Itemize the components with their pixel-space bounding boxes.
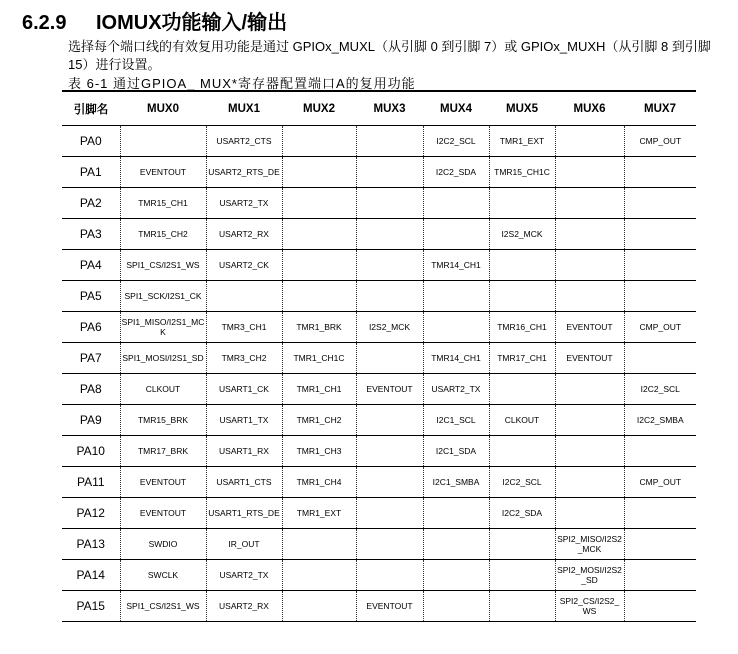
mux4-cell: [423, 591, 489, 622]
mux6-cell: [555, 250, 624, 281]
mux7-cell: [624, 219, 696, 250]
mux6-cell: SPI2_MOSI/I2S2_SD: [555, 560, 624, 591]
mux0-cell: SWCLK: [120, 560, 206, 591]
mux4-cell: I2C1_SMBA: [423, 467, 489, 498]
pin-name-cell: PA4: [62, 250, 120, 281]
mux4-cell: I2C2_SDA: [423, 157, 489, 188]
mux3-cell: [356, 188, 423, 219]
mux3-cell: [356, 467, 423, 498]
mux2-cell: [282, 250, 356, 281]
mux1-cell: TMR3_CH1: [206, 312, 282, 343]
mux7-cell: [624, 436, 696, 467]
mux2-cell: TMR1_CH1: [282, 374, 356, 405]
mux7-cell: I2C2_SMBA: [624, 405, 696, 436]
mux3-cell: [356, 219, 423, 250]
mux0-cell: SPI1_MISO/I2S1_MCK: [120, 312, 206, 343]
mux6-cell: [555, 157, 624, 188]
mux3-cell: [356, 126, 423, 157]
mux5-cell: [489, 591, 555, 622]
mux7-cell: [624, 498, 696, 529]
mux7-cell: [624, 529, 696, 560]
mux4-cell: TMR14_CH1: [423, 343, 489, 374]
mux2-cell: [282, 591, 356, 622]
mux4-cell: [423, 498, 489, 529]
table-row: [62, 343, 696, 374]
mux7-cell: [624, 343, 696, 374]
mux4-cell: TMR14_CH1: [423, 250, 489, 281]
mux3-cell: EVENTOUT: [356, 374, 423, 405]
table-row: [62, 312, 696, 343]
mux5-cell: TMR15_CH1C: [489, 157, 555, 188]
header-mux0: MUX0: [120, 91, 206, 126]
mux6-cell: EVENTOUT: [555, 312, 624, 343]
mux2-cell: TMR1_CH4: [282, 467, 356, 498]
header-mux3: MUX3: [356, 91, 423, 126]
mux7-cell: I2C2_SCL: [624, 374, 696, 405]
mux6-cell: [555, 436, 624, 467]
mux6-cell: EVENTOUT: [555, 343, 624, 374]
mux0-cell: TMR15_CH1: [120, 188, 206, 219]
mux6-cell: [555, 374, 624, 405]
pin-name-cell: PA10: [62, 436, 120, 467]
mux3-cell: [356, 343, 423, 374]
header-mux4: MUX4: [423, 91, 489, 126]
table-row: [62, 188, 696, 219]
mux6-cell: [555, 281, 624, 312]
mux1-cell: USART2_TX: [206, 560, 282, 591]
mux5-cell: TMR1_EXT: [489, 126, 555, 157]
mux1-cell: USART2_CTS: [206, 126, 282, 157]
mux2-cell: [282, 560, 356, 591]
mux5-cell: I2C2_SDA: [489, 498, 555, 529]
pin-name-cell: PA12: [62, 498, 120, 529]
mux3-cell: EVENTOUT: [356, 591, 423, 622]
mux7-cell: CMP_OUT: [624, 312, 696, 343]
mux1-cell: USART2_TX: [206, 188, 282, 219]
section-number: 6.2.9: [22, 12, 67, 34]
mux2-cell: TMR1_BRK: [282, 312, 356, 343]
mux0-cell: TMR15_CH2: [120, 219, 206, 250]
mux3-cell: [356, 498, 423, 529]
table-caption: 表 6-1 通过GPIOA_ MUX*寄存器配置端口A的复用功能: [68, 76, 416, 91]
mux1-cell: USART1_CTS: [206, 467, 282, 498]
header-mux5: MUX5: [489, 91, 555, 126]
mux6-cell: SPI2_MISO/I2S2_MCK: [555, 529, 624, 560]
mux7-cell: [624, 591, 696, 622]
mux3-cell: [356, 529, 423, 560]
mux2-cell: TMR1_CH3: [282, 436, 356, 467]
mux0-cell: SPI1_MOSI/I2S1_SD: [120, 343, 206, 374]
mux3-cell: [356, 405, 423, 436]
table-row: [62, 560, 696, 591]
header-pin-name: 引脚名: [62, 91, 120, 126]
mux0-cell: [120, 126, 206, 157]
mux0-cell: TMR15_BRK: [120, 405, 206, 436]
mux4-cell: I2C1_SDA: [423, 436, 489, 467]
mux1-cell: USART1_CK: [206, 374, 282, 405]
mux4-cell: I2C1_SCL: [423, 405, 489, 436]
pin-name-cell: PA8: [62, 374, 120, 405]
pin-name-cell: PA0: [62, 126, 120, 157]
mux6-cell: [555, 126, 624, 157]
table-header-row: [62, 91, 696, 126]
mux2-cell: [282, 157, 356, 188]
table-row: [62, 436, 696, 467]
mux3-cell: [356, 281, 423, 312]
header-mux1: MUX1: [206, 91, 282, 126]
mux7-cell: [624, 250, 696, 281]
mux2-cell: TMR1_EXT: [282, 498, 356, 529]
mux4-cell: [423, 560, 489, 591]
mux7-cell: [624, 157, 696, 188]
mux4-cell: [423, 529, 489, 560]
pin-name-cell: PA3: [62, 219, 120, 250]
mux5-cell: [489, 374, 555, 405]
mux3-cell: [356, 157, 423, 188]
mux3-cell: [356, 250, 423, 281]
mux1-cell: USART2_RX: [206, 591, 282, 622]
mux0-cell: EVENTOUT: [120, 157, 206, 188]
table-row: [62, 219, 696, 250]
pin-name-cell: PA9: [62, 405, 120, 436]
mux6-cell: [555, 188, 624, 219]
pin-name-cell: PA5: [62, 281, 120, 312]
mux2-cell: TMR1_CH1C: [282, 343, 356, 374]
table-row: [62, 281, 696, 312]
mux3-cell: [356, 436, 423, 467]
mux1-cell: USART2_CK: [206, 250, 282, 281]
mux0-cell: SPI1_CS/I2S1_WS: [120, 250, 206, 281]
mux1-cell: USART2_RX: [206, 219, 282, 250]
section-title: IOMUX功能输入/输出: [96, 12, 288, 34]
mux1-cell: [206, 281, 282, 312]
mux4-cell: I2C2_SCL: [423, 126, 489, 157]
mux6-cell: SPI2_CS/I2S2_WS: [555, 591, 624, 622]
header-mux7: MUX7: [624, 91, 696, 126]
mux5-cell: [489, 529, 555, 560]
mux6-cell: [555, 467, 624, 498]
mux3-cell: [356, 560, 423, 591]
mux1-cell: USART1_RTS_DE: [206, 498, 282, 529]
mux2-cell: [282, 281, 356, 312]
mux5-cell: [489, 281, 555, 312]
pin-name-cell: PA7: [62, 343, 120, 374]
table-row: [62, 126, 696, 157]
table-row: [62, 157, 696, 188]
mux5-cell: [489, 250, 555, 281]
mux0-cell: SPI1_SCK/I2S1_CK: [120, 281, 206, 312]
mux5-cell: [489, 436, 555, 467]
pin-name-cell: PA13: [62, 529, 120, 560]
mux0-cell: EVENTOUT: [120, 498, 206, 529]
section-paragraph: 选择每个端口线的有效复用功能是通过 GPIOx_MUXL（从引脚 0 到引脚 7）或 GPIOx_MUXH（从引脚 8 到引脚 15）进行设置。: [68, 39, 711, 72]
table-row: [62, 529, 696, 560]
mux2-cell: [282, 126, 356, 157]
pin-name-cell: PA15: [62, 591, 120, 622]
pin-name-cell: PA14: [62, 560, 120, 591]
mux5-cell: I2C2_SCL: [489, 467, 555, 498]
mux4-cell: [423, 281, 489, 312]
table-row: [62, 467, 696, 498]
mux0-cell: SPI1_CS/I2S1_WS: [120, 591, 206, 622]
mux7-cell: [624, 560, 696, 591]
mux5-cell: [489, 560, 555, 591]
pin-name-cell: PA11: [62, 467, 120, 498]
table-row: [62, 498, 696, 529]
mux1-cell: USART1_RX: [206, 436, 282, 467]
mux0-cell: TMR17_BRK: [120, 436, 206, 467]
mux4-cell: [423, 312, 489, 343]
mux2-cell: [282, 529, 356, 560]
mux5-cell: TMR17_CH1: [489, 343, 555, 374]
mux7-cell: CMP_OUT: [624, 467, 696, 498]
mux5-cell: TMR16_CH1: [489, 312, 555, 343]
mux1-cell: TMR3_CH2: [206, 343, 282, 374]
mux4-cell: [423, 219, 489, 250]
mux0-cell: SWDIO: [120, 529, 206, 560]
mux2-cell: TMR1_CH2: [282, 405, 356, 436]
pin-name-cell: PA6: [62, 312, 120, 343]
mux1-cell: IR_OUT: [206, 529, 282, 560]
mux7-cell: [624, 281, 696, 312]
mux3-cell: I2S2_MCK: [356, 312, 423, 343]
pin-name-cell: PA2: [62, 188, 120, 219]
table-row: [62, 250, 696, 281]
mux1-cell: USART1_TX: [206, 405, 282, 436]
mux6-cell: [555, 405, 624, 436]
mux1-cell: USART2_RTS_DE: [206, 157, 282, 188]
pin-name-cell: PA1: [62, 157, 120, 188]
header-mux2: MUX2: [282, 91, 356, 126]
header-mux6: MUX6: [555, 91, 624, 126]
mux2-cell: [282, 219, 356, 250]
mux4-cell: USART2_TX: [423, 374, 489, 405]
mux0-cell: EVENTOUT: [120, 467, 206, 498]
mux4-cell: [423, 188, 489, 219]
table-row: [62, 374, 696, 405]
mux-table: [62, 90, 696, 622]
section-heading: [22, 6, 287, 35]
mux5-cell: [489, 188, 555, 219]
mux5-cell: I2S2_MCK: [489, 219, 555, 250]
table-row: [62, 405, 696, 436]
mux0-cell: CLKOUT: [120, 374, 206, 405]
mux2-cell: [282, 188, 356, 219]
mux6-cell: [555, 498, 624, 529]
mux7-cell: CMP_OUT: [624, 126, 696, 157]
mux5-cell: CLKOUT: [489, 405, 555, 436]
mux6-cell: [555, 219, 624, 250]
table-row: [62, 591, 696, 622]
mux7-cell: [624, 188, 696, 219]
